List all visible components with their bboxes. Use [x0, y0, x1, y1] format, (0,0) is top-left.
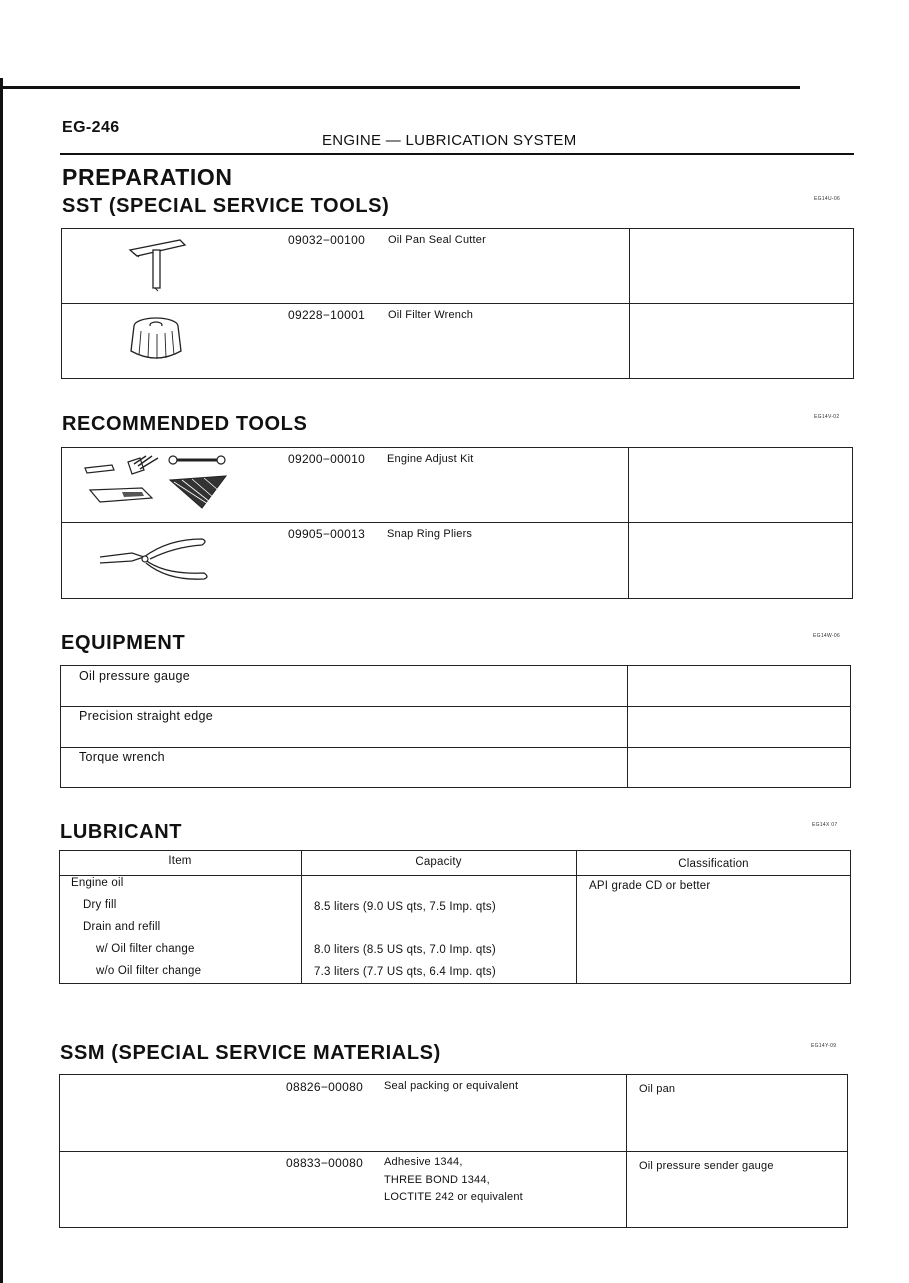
- left-scan-edge: [0, 78, 3, 1283]
- lubricant-item: w/o Oil filter change: [96, 965, 202, 977]
- preparation-title: PREPARATION: [62, 164, 233, 190]
- ssm-part-number: 08833−00080: [286, 1156, 364, 1170]
- lubricant-capacity: 8.0 liters (8.5 US qts, 7.0 Imp. qts): [314, 944, 496, 956]
- lubricant-item: Dry fill: [83, 899, 117, 911]
- equipment-column-divider: [627, 665, 628, 788]
- recommended-part-number: 09200−00010: [288, 452, 366, 466]
- sst-column-divider: [629, 228, 630, 379]
- lubricant-item: w/ Oil filter change: [96, 943, 195, 955]
- top-scan-border: [0, 86, 800, 89]
- sst-part-name: Oil Filter Wrench: [388, 309, 474, 321]
- lubricant-header-divider: [59, 875, 851, 876]
- lubricant-code: EG14X 07: [812, 822, 838, 828]
- equipment-table: [60, 665, 851, 788]
- lubricant-column-divider: [576, 850, 577, 984]
- equipment-code: EG14W-06: [813, 633, 841, 639]
- lubricant-heading: LUBRICANT: [60, 821, 183, 843]
- recommended-tools-heading: RECOMMENDED TOOLS: [62, 413, 308, 435]
- engine-adjust-kit-icon: [82, 452, 232, 514]
- recommended-row-divider: [61, 522, 853, 523]
- lubricant-column-header: Capacity: [415, 856, 462, 868]
- recommended-column-divider: [628, 447, 629, 599]
- lubricant-column-divider: [301, 850, 302, 984]
- ssm-heading: SSM (SPECIAL SERVICE MATERIALS): [60, 1042, 441, 1064]
- oil-filter-wrench-icon: [127, 313, 185, 365]
- recommended-part-name: Engine Adjust Kit: [387, 453, 474, 465]
- lubricant-item: Drain and refill: [83, 921, 161, 933]
- ssm-description-line: Seal packing or equivalent: [384, 1080, 519, 1092]
- ssm-description-line: LOCTITE 242 or equivalent: [384, 1191, 523, 1203]
- ssm-description: [384, 1154, 523, 1207]
- chapter-title: ENGINE — LUBRICATION SYSTEM: [322, 132, 577, 149]
- lubricant-classification: API grade CD or better: [589, 880, 711, 892]
- ssm-row-divider: [59, 1151, 848, 1152]
- ssm-use: Oil pressure sender gauge: [639, 1160, 774, 1172]
- ssm-code: EG14Y-09: [811, 1043, 837, 1049]
- recommended-part-name: Snap Ring Pliers: [387, 528, 473, 540]
- recommended-tools-code: EG14V-02: [814, 414, 840, 420]
- lubricant-column-header: Item: [168, 855, 192, 867]
- equipment-row-divider: [60, 747, 851, 748]
- snap-ring-pliers-icon: [98, 533, 212, 583]
- recommended-part-number: 09905−00013: [288, 527, 366, 541]
- lubricant-column-header: Classification: [678, 858, 749, 870]
- ssm-column-divider: [626, 1074, 627, 1228]
- ssm-use: Oil pan: [639, 1083, 676, 1095]
- sst-part-number: 09032−00100: [288, 233, 366, 247]
- sst-heading: SST (SPECIAL SERVICE TOOLS): [62, 195, 390, 217]
- equipment-row-divider: [60, 706, 851, 707]
- sst-section-code: EG14U-06: [814, 196, 841, 202]
- equipment-item: Torque wrench: [79, 750, 165, 764]
- ssm-description-line: THREE BOND 1344,: [384, 1173, 490, 1186]
- page-number: EG-246: [62, 119, 120, 136]
- sst-part-name: Oil Pan Seal Cutter: [388, 234, 486, 246]
- lubricant-item: Engine oil: [71, 877, 124, 889]
- equipment-item: Oil pressure gauge: [79, 669, 191, 683]
- ssm-description-line: Adhesive 1344,: [384, 1156, 463, 1168]
- ssm-description: [384, 1078, 518, 1096]
- ssm-part-number: 08826−00080: [286, 1080, 364, 1094]
- header-rule: [60, 153, 854, 155]
- seal-cutter-icon: [125, 236, 195, 294]
- sst-part-number: 09228−10001: [288, 308, 366, 322]
- equipment-item: Precision straight edge: [79, 709, 214, 723]
- lubricant-capacity: 7.3 liters (7.7 US qts, 6.4 Imp. qts): [314, 966, 496, 978]
- sst-row-divider: [61, 303, 854, 304]
- lubricant-capacity: 8.5 liters (9.0 US qts, 7.5 Imp. qts): [314, 901, 496, 913]
- equipment-heading: EQUIPMENT: [61, 632, 186, 654]
- lubricant-table: [59, 850, 851, 984]
